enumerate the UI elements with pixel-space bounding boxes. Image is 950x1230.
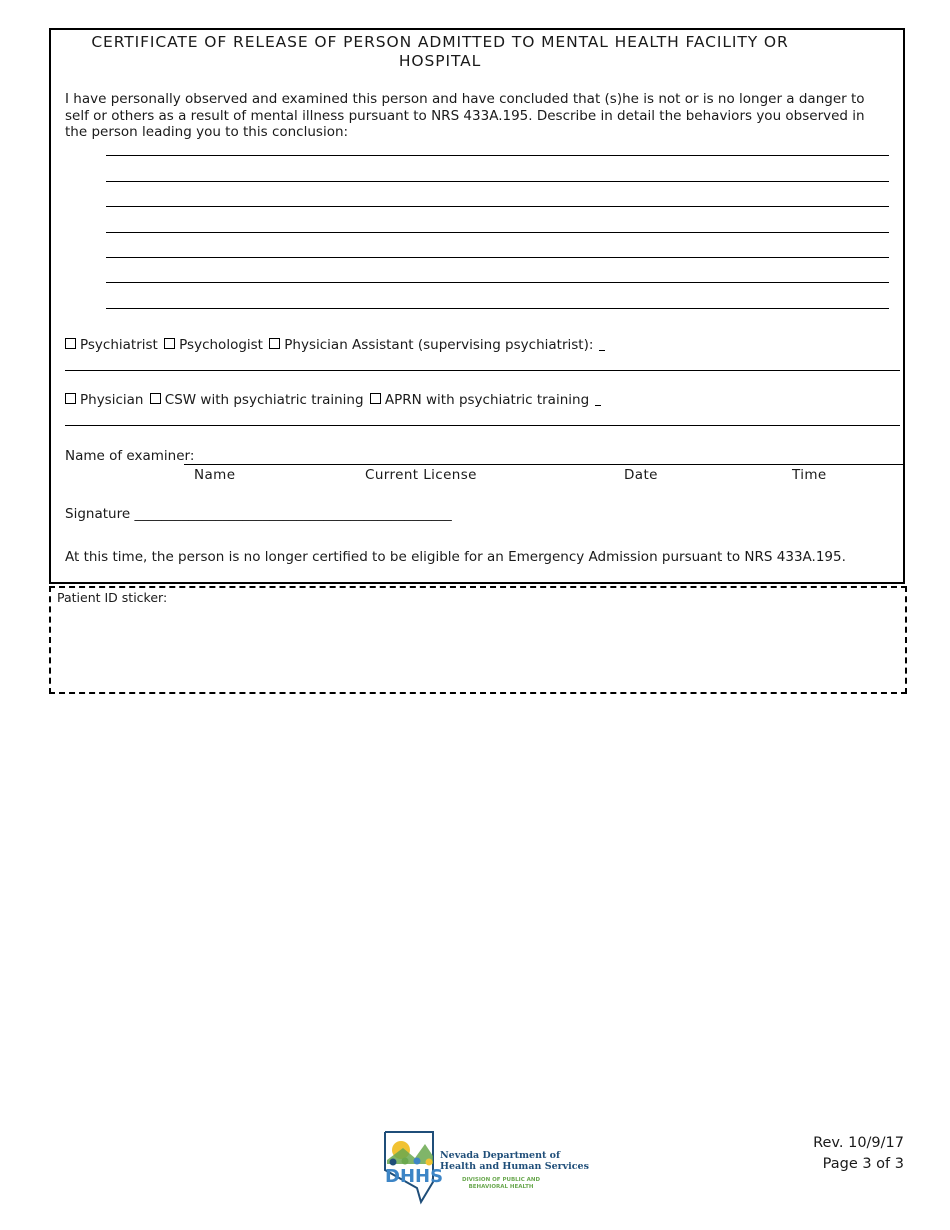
patient-id-sticker-box (49, 586, 907, 694)
behavior-line-2[interactable] (106, 181, 889, 182)
signature-blank: _______________________________________________ (134, 506, 452, 522)
logo-agency-name: Nevada Department of Health and Human Services (440, 1150, 589, 1172)
examiner-type-row-2 (65, 392, 601, 408)
aprn-checkbox[interactable] (370, 393, 381, 404)
physician-checkbox[interactable] (65, 393, 76, 404)
csw-checkbox[interactable] (150, 393, 161, 404)
behavior-line-6[interactable] (106, 282, 889, 283)
column-license: Current License (365, 467, 477, 483)
psychiatrist-label: Psychiatrist (80, 337, 158, 353)
csw-label: CSW with psychiatric training (164, 392, 364, 408)
behavior-line-4[interactable] (106, 232, 889, 233)
behavior-line-7[interactable] (106, 308, 889, 309)
psychiatrist-checkbox[interactable] (65, 338, 76, 349)
physician-label: Physician (80, 392, 144, 408)
form-title: CERTIFICATE OF RELEASE OF PERSON ADMITTED TO MENTAL HEALTH FACILITY OR HOSPITAL (91, 33, 789, 70)
footer-revision (813, 1133, 904, 1175)
page-number: Page 3 of 3 (822, 1156, 904, 1172)
psychologist-checkbox[interactable] (164, 338, 175, 349)
logo-letters: DHHS (385, 1166, 444, 1187)
row1-underline[interactable] (65, 370, 900, 371)
examiner-line[interactable] (184, 464, 905, 465)
signature-label: Signature (65, 506, 131, 522)
physician-assistant-checkbox[interactable] (269, 338, 280, 349)
psychologist-label: Psychologist (179, 337, 263, 353)
closing-statement: At this time, the person is no longer certified to be eligible for an Emergency Admission pursuant to NRS 433A.195. (65, 549, 846, 565)
behavior-line-3[interactable] (106, 206, 889, 207)
behavior-line-5[interactable] (106, 257, 889, 258)
row2-underline[interactable] (65, 425, 900, 426)
examiner-type-row-1 (65, 337, 605, 353)
column-name: Name (194, 467, 236, 483)
behavior-line-1[interactable] (106, 155, 889, 156)
column-date: Date (624, 467, 658, 483)
revision-date: Rev. 10/9/17 (813, 1135, 904, 1151)
intro-paragraph: I have personally observed and examined this person and have concluded that (s)he is not or is no longer a danger to self or others as a result of mental illness pursuant to NRS 433A.195. Describe in detail the behaviors you observed in the person leading you to this conclusion: (65, 91, 865, 140)
examiner-label: Name of examiner: (65, 448, 195, 464)
patient-id-label: Patient ID sticker: (57, 590, 168, 605)
physician-assistant-label: Physician Assistant (supervising psychiatrist): (284, 337, 594, 353)
aprn-label: APRN with psychiatric training (384, 392, 590, 408)
logo-division-name: DIVISION OF PUBLIC AND BEHAVIORAL HEALTH (462, 1177, 541, 1190)
signature-field[interactable] (65, 506, 452, 522)
column-time: Time (792, 467, 827, 483)
